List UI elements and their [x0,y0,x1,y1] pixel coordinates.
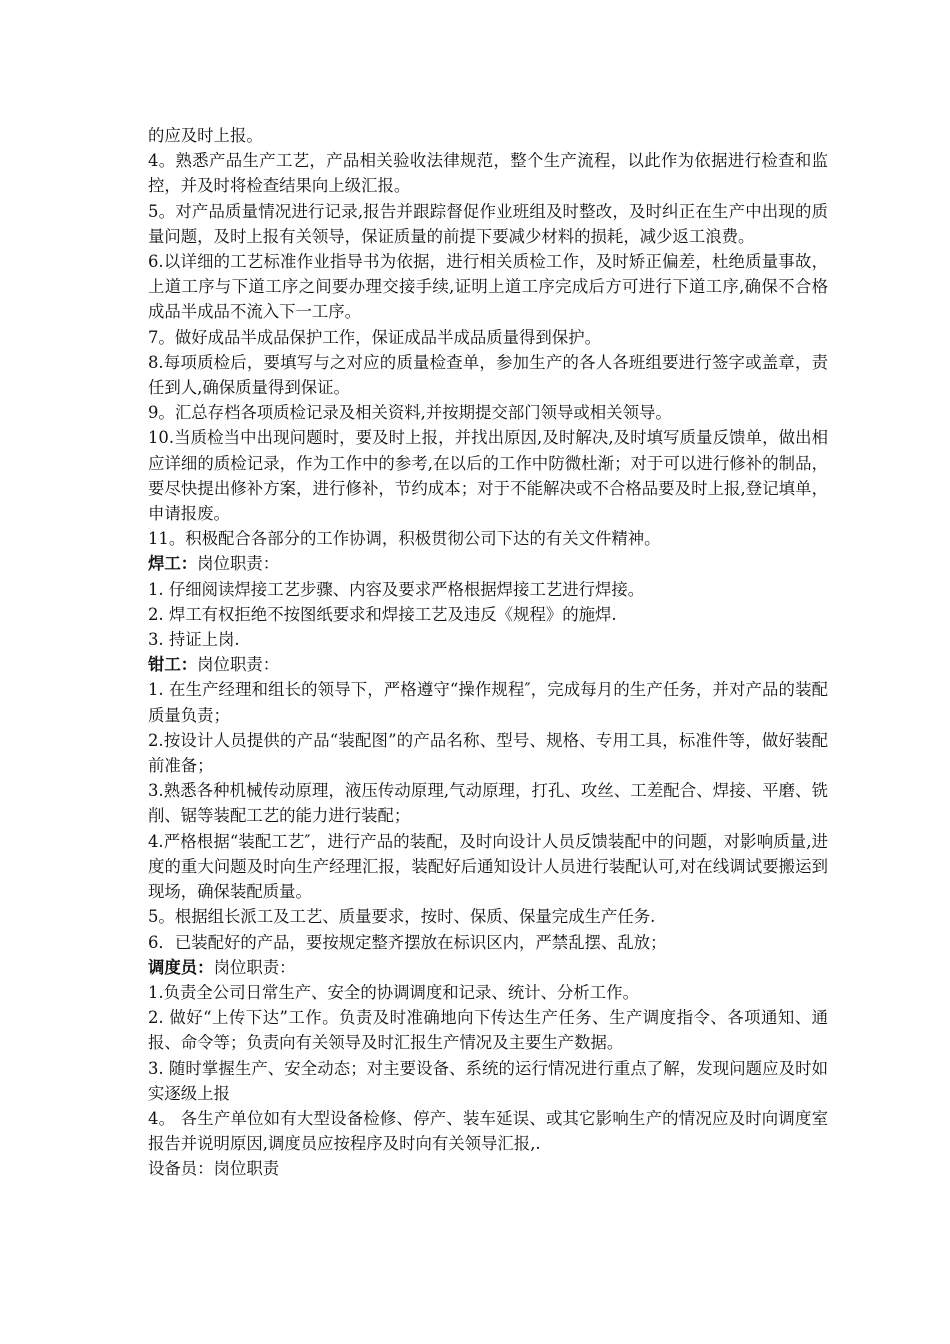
paragraph: 4。 各生产单位如有大型设备检修、停产、装车延误、或其它影响生产的情况应及时向调度室报告并说明原因,调度员应按程序及时向有关领导汇报,. [148,1108,828,1154]
paragraph: 6．已装配好的产品，要按规定整齐摆放在标识区内，严禁乱摆、乱放； [148,932,667,952]
paragraph: 2. 焊工有权拒绝不按图纸要求和焊接工艺及违反《规程》的施焊. [148,604,617,624]
paragraph: 的应及时上报。 [148,126,263,145]
paragraph: 10.当质检当中出现问题时，要及时上报，并找出原因,及时解决,及时填写质量反馈单，做出相应详细的质检记录，作为工作中的参考,在以后的工作中防微杜渐；对于可以进行修补的制品，要尽快提出修补方案，进行修补，节约成本；对于不能解决或不合格品要及时上报,登记填单，申请报废。 [148,428,828,524]
paragraph: 4。熟悉产品生产工艺，产品相关验收法律规范，整个生产流程，以此作为依据进行检查和监控，并及时将检查结果向上级汇报。 [148,151,828,196]
paragraph: 2. 做好“上传下达”工作。负责及时准确地向下传达生产任务、生产调度指令、各项通知、通报、命令等；负责向有关领导及时汇报生产情况及主要生产数据。 [148,1008,828,1053]
paragraph: 5。对产品质量情况进行记录,报告并跟踪督促作业班组及时整改，及时纠正在生产中出现的质量问题，及时上报有关领导，保证质量的前提下要减少材料的损耗，减少返工浪费。 [148,201,828,246]
paragraph: 5。根据组长派工及工艺、质量要求，按时、保质、保量完成生产任务. [148,907,656,927]
paragraph: 4.严格根据“装配工艺″，进行产品的装配，及时向设计人员反馈装配中的问题，对影响质量,进度的重大问题及时向生产经理汇报，装配好后通知设计人员进行装配认可,对在线调试要搬运到现场，确保装配质量。 [148,831,828,902]
section-heading-title: 调度员： [148,957,214,977]
paragraph: 2.按设计人员提供的产品“装配图”的产品名称、型号、规格、专用工具，标准件等，做好装配前准备； [148,730,828,776]
paragraph: 9。汇总存档各项质检记录及相关资料,并按期提交部门领导或相关领导。 [148,403,672,423]
paragraph: 3.熟悉各种机械传动原理，液压传动原理,气动原理，打孔、攻丝、工差配合、焊接、平磨、铣削、锯等装配工艺的能力进行装配； [148,781,828,826]
paragraph: 3. 随时掌握生产、安全动态；对主要设备、系统的运行情况进行重点了解，发现问题应及时如实逐级上报 [148,1058,828,1103]
paragraph: 1.负责全公司日常生产、安全的协调调度和记录、统计、分析工作。 [148,982,639,1002]
section-heading [148,551,828,576]
section-heading-subtitle: 岗位职责： [213,957,296,977]
paragraph: 8.每项质检后，要填写与之对应的质量检查单，参加生产的各人各班组要进行签字或盖章，责任到人,确保质量得到保证。 [148,352,828,398]
paragraph: 3. 持证上岗. [148,630,240,650]
section-heading-title: 焊工： [148,554,198,574]
document-body [148,123,828,1182]
section-heading-title: 钳工： [148,655,198,675]
section-heading [148,652,828,677]
section-heading [148,955,828,980]
paragraph: 6.以详细的工艺标准作业指导书为依据，进行相关质检工作，及时矫正偏差，杜绝质量事故，上道工序与下道工序之间要办理交接手续,证明上道工序完成后方可进行下道工序,确保不合格成品半成品不流入下一工序。 [148,252,828,322]
paragraph: 设备员：岗位职责 [148,1159,280,1179]
paragraph: 1. 在生产经理和组长的领导下，严格遵守“操作规程″，完成每月的生产任务，并对产品的装配质量负责； [148,680,828,725]
paragraph: 11。积极配合各部分的工作协调，积极贯彻公司下达的有关文件精神。 [148,529,661,549]
paragraph: 7。做好成品半成品保护工作，保证成品半成品质量得到保护。 [148,327,601,347]
section-heading-subtitle: 岗位职责： [197,554,280,574]
section-heading-subtitle: 岗位职责： [197,655,280,675]
paragraph: 1. 仔细阅读焊接工艺步骤、内容及要求严格根据焊接工艺进行焊接。 [148,579,645,599]
